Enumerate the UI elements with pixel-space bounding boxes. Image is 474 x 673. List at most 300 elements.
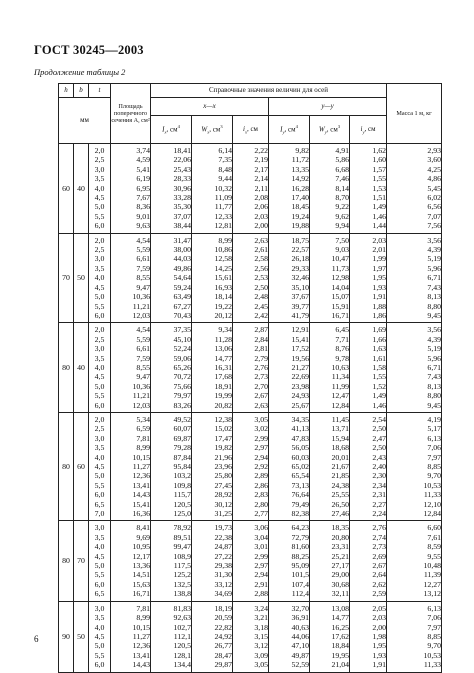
cell-value: 13,41: [132, 650, 150, 660]
cell-value: 15,94: [331, 433, 349, 443]
cell-value: 12,17: [132, 551, 150, 561]
cell-value: 2,62: [372, 579, 387, 589]
cell-value: 6,19: [136, 174, 150, 184]
cell-value: 12,27: [423, 579, 442, 589]
cell-width: 50: [74, 233, 89, 323]
cell-value: 1,69: [372, 325, 387, 335]
cell-value: 10,36: [132, 292, 150, 302]
cell-value: 11,39: [423, 570, 442, 580]
cell-value: 9,94: [335, 221, 349, 231]
cell-value: 7,06: [427, 613, 442, 623]
cell-value: 13,06: [214, 344, 232, 354]
cell-wy-modulus: [310, 144, 350, 234]
cell-value: 4,0: [94, 452, 105, 462]
cell-value: 11,27: [132, 462, 150, 471]
cell-value: 6,13: [427, 603, 442, 613]
cell-value: 15,41: [291, 334, 309, 344]
cell-iy-radius: [350, 521, 387, 601]
cell-value: 11,33: [423, 490, 442, 500]
cell-value: 20,80: [331, 532, 349, 542]
cell-ix-radius: [233, 601, 269, 672]
cell-area: [111, 412, 151, 520]
table-row: [59, 144, 442, 234]
cell-value: 18,68: [331, 443, 349, 453]
cell-value: 19,56: [291, 353, 309, 363]
cell-value: 1,46: [372, 211, 387, 221]
cell-value: 2,76: [254, 362, 268, 372]
cell-iy-inertia: [269, 144, 310, 234]
table-continuation-label: Продолжение таблицы 2: [34, 67, 126, 77]
cell-area: [111, 323, 151, 413]
cell-value: 25,67: [291, 400, 309, 410]
cell-value: 3,5: [94, 263, 105, 273]
cell-value: 31,25: [214, 509, 232, 519]
cell-value: 2,14: [254, 174, 268, 184]
cell-value: 2,91: [254, 579, 268, 589]
table-row: [59, 323, 442, 413]
cell-value: 3,56: [427, 325, 442, 335]
cell-value: 23,98: [291, 381, 309, 391]
cell-value: 22,69: [291, 372, 309, 382]
cell-value: 19,24: [291, 211, 309, 221]
cell-value: 1,95: [372, 641, 387, 651]
cell-value: 6,59: [136, 424, 150, 434]
cell-value: 132,5: [173, 579, 191, 589]
cell-value: 3,5: [94, 353, 105, 363]
cell-mass: [387, 144, 442, 234]
cell-value: 49,86: [173, 263, 191, 273]
cell-value: 4,0: [94, 362, 105, 372]
cell-value: 6,0: [94, 490, 105, 500]
cell-value: 3,0: [94, 254, 105, 264]
cell-value: 2,48: [254, 292, 268, 302]
cell-value: 4,54: [136, 325, 150, 335]
cell-value: 10,47: [331, 254, 349, 264]
cell-value: 64,23: [291, 523, 309, 533]
cell-area: [111, 521, 151, 601]
cell-area: [111, 233, 151, 323]
cell-value: 16,28: [291, 183, 309, 193]
cell-value: 14,77: [214, 353, 232, 363]
cell-thickness: [89, 521, 111, 601]
cell-value: 102,7: [173, 622, 191, 632]
cell-value: 12,33: [214, 211, 232, 221]
cell-value: 12,84: [423, 509, 442, 519]
cell-value: 108,9: [173, 551, 191, 561]
cell-value: 1,46: [372, 400, 387, 410]
cell-value: 7,81: [136, 433, 150, 443]
table-header: [59, 84, 442, 144]
cell-value: 7,0: [94, 509, 105, 519]
cell-value: 1,91: [372, 292, 387, 302]
cell-iy-inertia: [269, 601, 310, 672]
cell-value: 11,28: [214, 334, 232, 344]
cell-value: 6,0: [94, 579, 105, 589]
cell-value: 8,13: [427, 292, 442, 302]
cell-value: 4,0: [94, 622, 105, 632]
cell-ix-inertia: [151, 233, 192, 323]
cell-value: 2,03: [372, 235, 387, 245]
cell-value: 15,07: [331, 292, 349, 302]
cell-value: 22,82: [214, 622, 232, 632]
cell-value: 12,47: [331, 391, 349, 401]
cell-value: 6,5: [94, 499, 105, 509]
cell-value: 67,27: [173, 301, 191, 311]
cell-ix-radius: [233, 412, 269, 520]
cell-iy-radius: [350, 412, 387, 520]
cell-thickness: [89, 144, 111, 234]
cell-value: 7,50: [335, 235, 349, 245]
cell-value: 29,38: [214, 561, 232, 571]
cell-value: 2,30: [372, 471, 387, 481]
cell-value: 15,63: [132, 579, 150, 589]
cell-value: 60,07: [173, 424, 191, 434]
cell-value: 38,44: [173, 221, 191, 231]
cell-value: 9,63: [136, 221, 150, 231]
cell-value: 4,19: [427, 414, 442, 424]
cell-value: 65,02: [291, 462, 309, 471]
cell-value: 2,03: [372, 613, 387, 623]
cell-value: 36,91: [291, 613, 309, 623]
cell-value: 2,99: [254, 551, 268, 561]
cell-wx-modulus: [192, 323, 233, 413]
cell-value: 1,53: [372, 183, 387, 193]
cell-value: 2,22: [254, 146, 268, 155]
cell-area: [111, 601, 151, 672]
cell-value: 12,58: [214, 254, 232, 264]
header-iy-inertia: $I_y$, $см^4$: [269, 116, 310, 144]
cell-value: 27,22: [214, 551, 232, 561]
cell-value: 21,67: [331, 462, 349, 471]
cell-value: 1,93: [372, 650, 387, 660]
cell-value: 2,63: [254, 235, 268, 245]
cell-value: 2,0: [94, 325, 105, 335]
cell-value: 63,49: [173, 292, 191, 302]
header-axis-y: y—y: [269, 98, 387, 116]
cell-value: 5,86: [335, 155, 349, 165]
cell-value: 16,71: [132, 589, 150, 599]
cell-value: 2,08: [254, 193, 268, 203]
cell-value: 15,02: [214, 424, 232, 434]
cell-value: 3,21: [254, 613, 268, 623]
cell-mass: [387, 521, 442, 601]
header-h: h: [59, 84, 74, 98]
cell-value: 12,36: [132, 641, 150, 651]
cell-value: 2,94: [254, 452, 268, 462]
cell-value: 26,18: [291, 254, 309, 264]
cell-value: 21,04: [331, 660, 349, 670]
cell-value: 4,0: [94, 183, 105, 193]
cell-width: 70: [74, 521, 89, 601]
cell-value: 26,77: [214, 641, 232, 651]
cell-value: 20,82: [214, 400, 232, 410]
cell-value: 17,47: [214, 433, 232, 443]
cell-value: 2,17: [254, 164, 268, 174]
cell-value: 1,49: [372, 202, 387, 212]
cell-value: 101,5: [291, 570, 309, 580]
cell-value: 5,96: [427, 353, 442, 363]
cell-value: 5,5: [94, 570, 105, 580]
cell-value: 35,10: [291, 282, 309, 292]
cell-value: 5,0: [94, 561, 105, 571]
cell-value: 8,48: [218, 164, 232, 174]
cell-value: 6,13: [427, 433, 442, 443]
cell-value: 1,97: [372, 263, 387, 273]
cell-value: 5,0: [94, 471, 105, 481]
cell-value: 16,93: [214, 282, 232, 292]
cell-value: 3,06: [254, 523, 268, 533]
cell-value: 49,52: [173, 414, 191, 424]
cell-value: 6,71: [427, 362, 442, 372]
cell-value: 19,99: [214, 391, 232, 401]
cell-value: 20,12: [214, 310, 232, 320]
cell-value: 7,06: [427, 443, 442, 453]
cell-value: 5,96: [427, 263, 442, 273]
cell-value: 2,27: [372, 499, 387, 509]
cell-value: 95,09: [291, 561, 309, 571]
cell-value: 5,59: [136, 245, 150, 255]
cell-value: 5,0: [94, 641, 105, 651]
cell-value: 2,86: [254, 480, 268, 490]
cell-value: 19,95: [331, 650, 349, 660]
cell-iy-radius: [350, 601, 387, 672]
cell-value: 52,59: [291, 660, 309, 670]
cell-value: 1,52: [372, 381, 387, 391]
cell-value: 7,59: [136, 353, 150, 363]
cell-value: 2,67: [254, 391, 268, 401]
cell-value: 6,02: [427, 193, 442, 203]
cell-value: 1,49: [372, 391, 387, 401]
cell-value: 4,86: [427, 174, 442, 184]
cell-value: 81,83: [173, 603, 191, 613]
cell-value: 26,50: [331, 499, 349, 509]
cell-value: 21,85: [331, 471, 349, 481]
cell-iy-inertia: [269, 521, 310, 601]
cell-value: 59,24: [173, 282, 191, 292]
table-body: [59, 144, 442, 673]
cell-value: 25,55: [331, 490, 349, 500]
cell-value: 18,14: [214, 292, 232, 302]
cell-value: 112,4: [291, 589, 309, 599]
cell-value: 10,86: [214, 245, 232, 255]
cell-value: 1,58: [372, 362, 387, 372]
cell-value: 29,87: [214, 660, 232, 670]
cell-value: 28,92: [214, 490, 232, 500]
cell-value: 2,73: [372, 542, 387, 552]
cell-value: 37,07: [173, 211, 191, 221]
cell-width: 40: [74, 144, 89, 234]
cell-value: 17,40: [291, 193, 309, 203]
cell-value: 9,47: [136, 372, 150, 382]
cell-value: 21,96: [214, 452, 232, 462]
cell-value: 9,22: [335, 202, 349, 212]
cell-wx-modulus: [192, 233, 233, 323]
cell-value: 5,0: [94, 292, 105, 302]
cell-ix-radius: [233, 323, 269, 413]
cell-value: 2,5: [94, 334, 105, 344]
cell-value: 87,84: [173, 452, 191, 462]
header-area: Площадь поперечного сечения А, см²: [111, 84, 151, 144]
cell-value: 8,59: [427, 542, 442, 552]
cell-value: 125,2: [173, 570, 191, 580]
cell-value: 49,87: [291, 650, 309, 660]
cell-value: 70,72: [173, 372, 191, 382]
cell-value: 5,45: [427, 183, 442, 193]
cell-value: 18,35: [331, 523, 349, 533]
cell-value: 11,09: [214, 193, 232, 203]
cell-value: 15,61: [214, 273, 232, 283]
cell-height: 90: [59, 601, 74, 672]
cell-value: 3,60: [427, 155, 442, 165]
cell-value: 2,40: [372, 462, 387, 471]
cell-value: 1,66: [372, 334, 387, 344]
cell-value: 16,36: [132, 509, 150, 519]
cell-value: 6,0: [94, 310, 105, 320]
cell-value: 37,67: [291, 292, 309, 302]
cell-value: 13,36: [132, 561, 150, 571]
cell-value: 4,59: [136, 155, 150, 165]
cell-value: 3,5: [94, 613, 105, 623]
cell-value: 2,5: [94, 245, 105, 255]
cell-wy-modulus: [310, 601, 350, 672]
cell-value: 19,73: [214, 523, 232, 533]
cell-value: 6,68: [335, 164, 349, 174]
document-title: ГОСТ 30245—2003: [34, 43, 144, 57]
cell-value: 5,5: [94, 480, 105, 490]
cell-value: 1,63: [372, 344, 387, 354]
cell-value: 34,69: [214, 589, 232, 599]
cell-value: 8,99: [136, 613, 150, 623]
cell-value: 7,71: [335, 334, 349, 344]
cell-value: 6,0: [94, 660, 105, 670]
header-iy-radius: $i_y$, см: [350, 116, 387, 144]
cell-value: 99,47: [173, 542, 191, 552]
cell-value: 2,01: [372, 245, 387, 255]
cell-value: 7,97: [427, 622, 442, 632]
cell-value: 44,03: [173, 254, 191, 264]
cell-value: 92,63: [173, 613, 191, 623]
cell-value: 2,42: [254, 310, 268, 320]
cell-value: 18,45: [291, 202, 309, 212]
cell-value: 8,13: [427, 381, 442, 391]
cell-value: 14,04: [331, 282, 349, 292]
cell-value: 6,14: [218, 146, 232, 155]
cell-value: 6,61: [136, 254, 150, 264]
cell-wx-modulus: [192, 601, 233, 672]
cell-value: 2,83: [254, 490, 268, 500]
cell-value: 7,67: [136, 193, 150, 203]
cell-value: 24,38: [331, 480, 349, 490]
cell-value: 3,5: [94, 532, 105, 542]
cell-mass: [387, 601, 442, 672]
cell-value: 120,5: [173, 499, 191, 509]
cell-value: 2,67: [372, 561, 387, 571]
cell-value: 33,12: [214, 579, 232, 589]
cell-thickness: [89, 412, 111, 520]
cell-value: 76,64: [291, 490, 309, 500]
cell-value: 3,15: [254, 631, 268, 641]
cell-value: 3,0: [94, 603, 105, 613]
cell-value: 17,52: [291, 344, 309, 354]
cell-value: 69,87: [173, 433, 191, 443]
cell-value: 24,87: [214, 542, 232, 552]
cell-value: 3,02: [254, 424, 268, 434]
cell-value: 18,91: [214, 381, 232, 391]
cell-value: 82,38: [291, 509, 309, 519]
cell-value: 1,86: [372, 310, 387, 320]
cell-value: 8,70: [335, 193, 349, 203]
cell-value: 7,46: [335, 174, 349, 184]
cell-value: 5,5: [94, 391, 105, 401]
cell-value: 18,84: [331, 641, 349, 651]
cell-value: 4,39: [427, 334, 442, 344]
cell-value: 70,43: [173, 310, 191, 320]
header-wy-modulus: $W_y$, $см^3$: [310, 116, 350, 144]
cell-value: 75,66: [173, 381, 191, 391]
cell-value: 2,89: [254, 471, 268, 481]
cell-iy-inertia: [269, 412, 310, 520]
cell-value: 4,5: [94, 631, 105, 641]
cell-value: 11,27: [132, 631, 150, 641]
cell-value: 4,5: [94, 551, 105, 561]
cell-value: 3,0: [94, 523, 105, 533]
cell-value: 6,61: [136, 344, 150, 354]
cell-wy-modulus: [310, 323, 350, 413]
cell-value: 32,46: [291, 273, 309, 283]
table-row: [59, 521, 442, 601]
cell-value: 8,55: [136, 273, 150, 283]
cell-value: 21,27: [291, 362, 309, 372]
cell-value: 5,0: [94, 202, 105, 212]
cell-iy-radius: [350, 323, 387, 413]
cell-value: 107,4: [291, 579, 309, 589]
cell-value: 8,55: [136, 362, 150, 372]
cell-value: 30,96: [173, 183, 191, 193]
cell-value: 1,55: [372, 372, 387, 382]
cell-value: 10,53: [423, 480, 442, 490]
cell-value: 2,50: [254, 282, 268, 292]
cell-thickness: [89, 601, 111, 672]
cell-value: 30,12: [214, 499, 232, 509]
cell-value: 2,0: [94, 414, 105, 424]
cell-value: 7,81: [136, 603, 150, 613]
cell-value: 2,79: [254, 353, 268, 363]
cell-value: 2,93: [427, 146, 442, 155]
cell-value: 2,05: [372, 603, 387, 613]
cell-value: 6,5: [94, 589, 105, 599]
header-ix-inertia: $I_x$, $см^4$: [151, 116, 192, 144]
cell-value: 12,03: [132, 400, 150, 410]
cell-value: 2,81: [254, 344, 268, 354]
page-number: 6: [34, 634, 39, 644]
cell-value: 2,03: [254, 211, 268, 221]
cell-value: 2,19: [254, 155, 268, 165]
cell-value: 14,43: [132, 660, 150, 670]
cell-wx-modulus: [192, 412, 233, 520]
header-mm-unit: мм: [59, 98, 111, 144]
cell-value: 2,63: [254, 400, 268, 410]
cell-value: 73,13: [291, 480, 309, 490]
cell-value: 2,84: [254, 334, 268, 344]
cell-value: 2,54: [372, 414, 387, 424]
cell-iy-radius: [350, 233, 387, 323]
cell-value: 39,77: [291, 301, 309, 311]
cell-value: 31,30: [214, 570, 232, 580]
cell-value: 54,64: [173, 273, 191, 283]
cell-thickness: [89, 323, 111, 413]
cell-value: 2,74: [372, 532, 387, 542]
cell-value: 14,25: [214, 263, 232, 273]
